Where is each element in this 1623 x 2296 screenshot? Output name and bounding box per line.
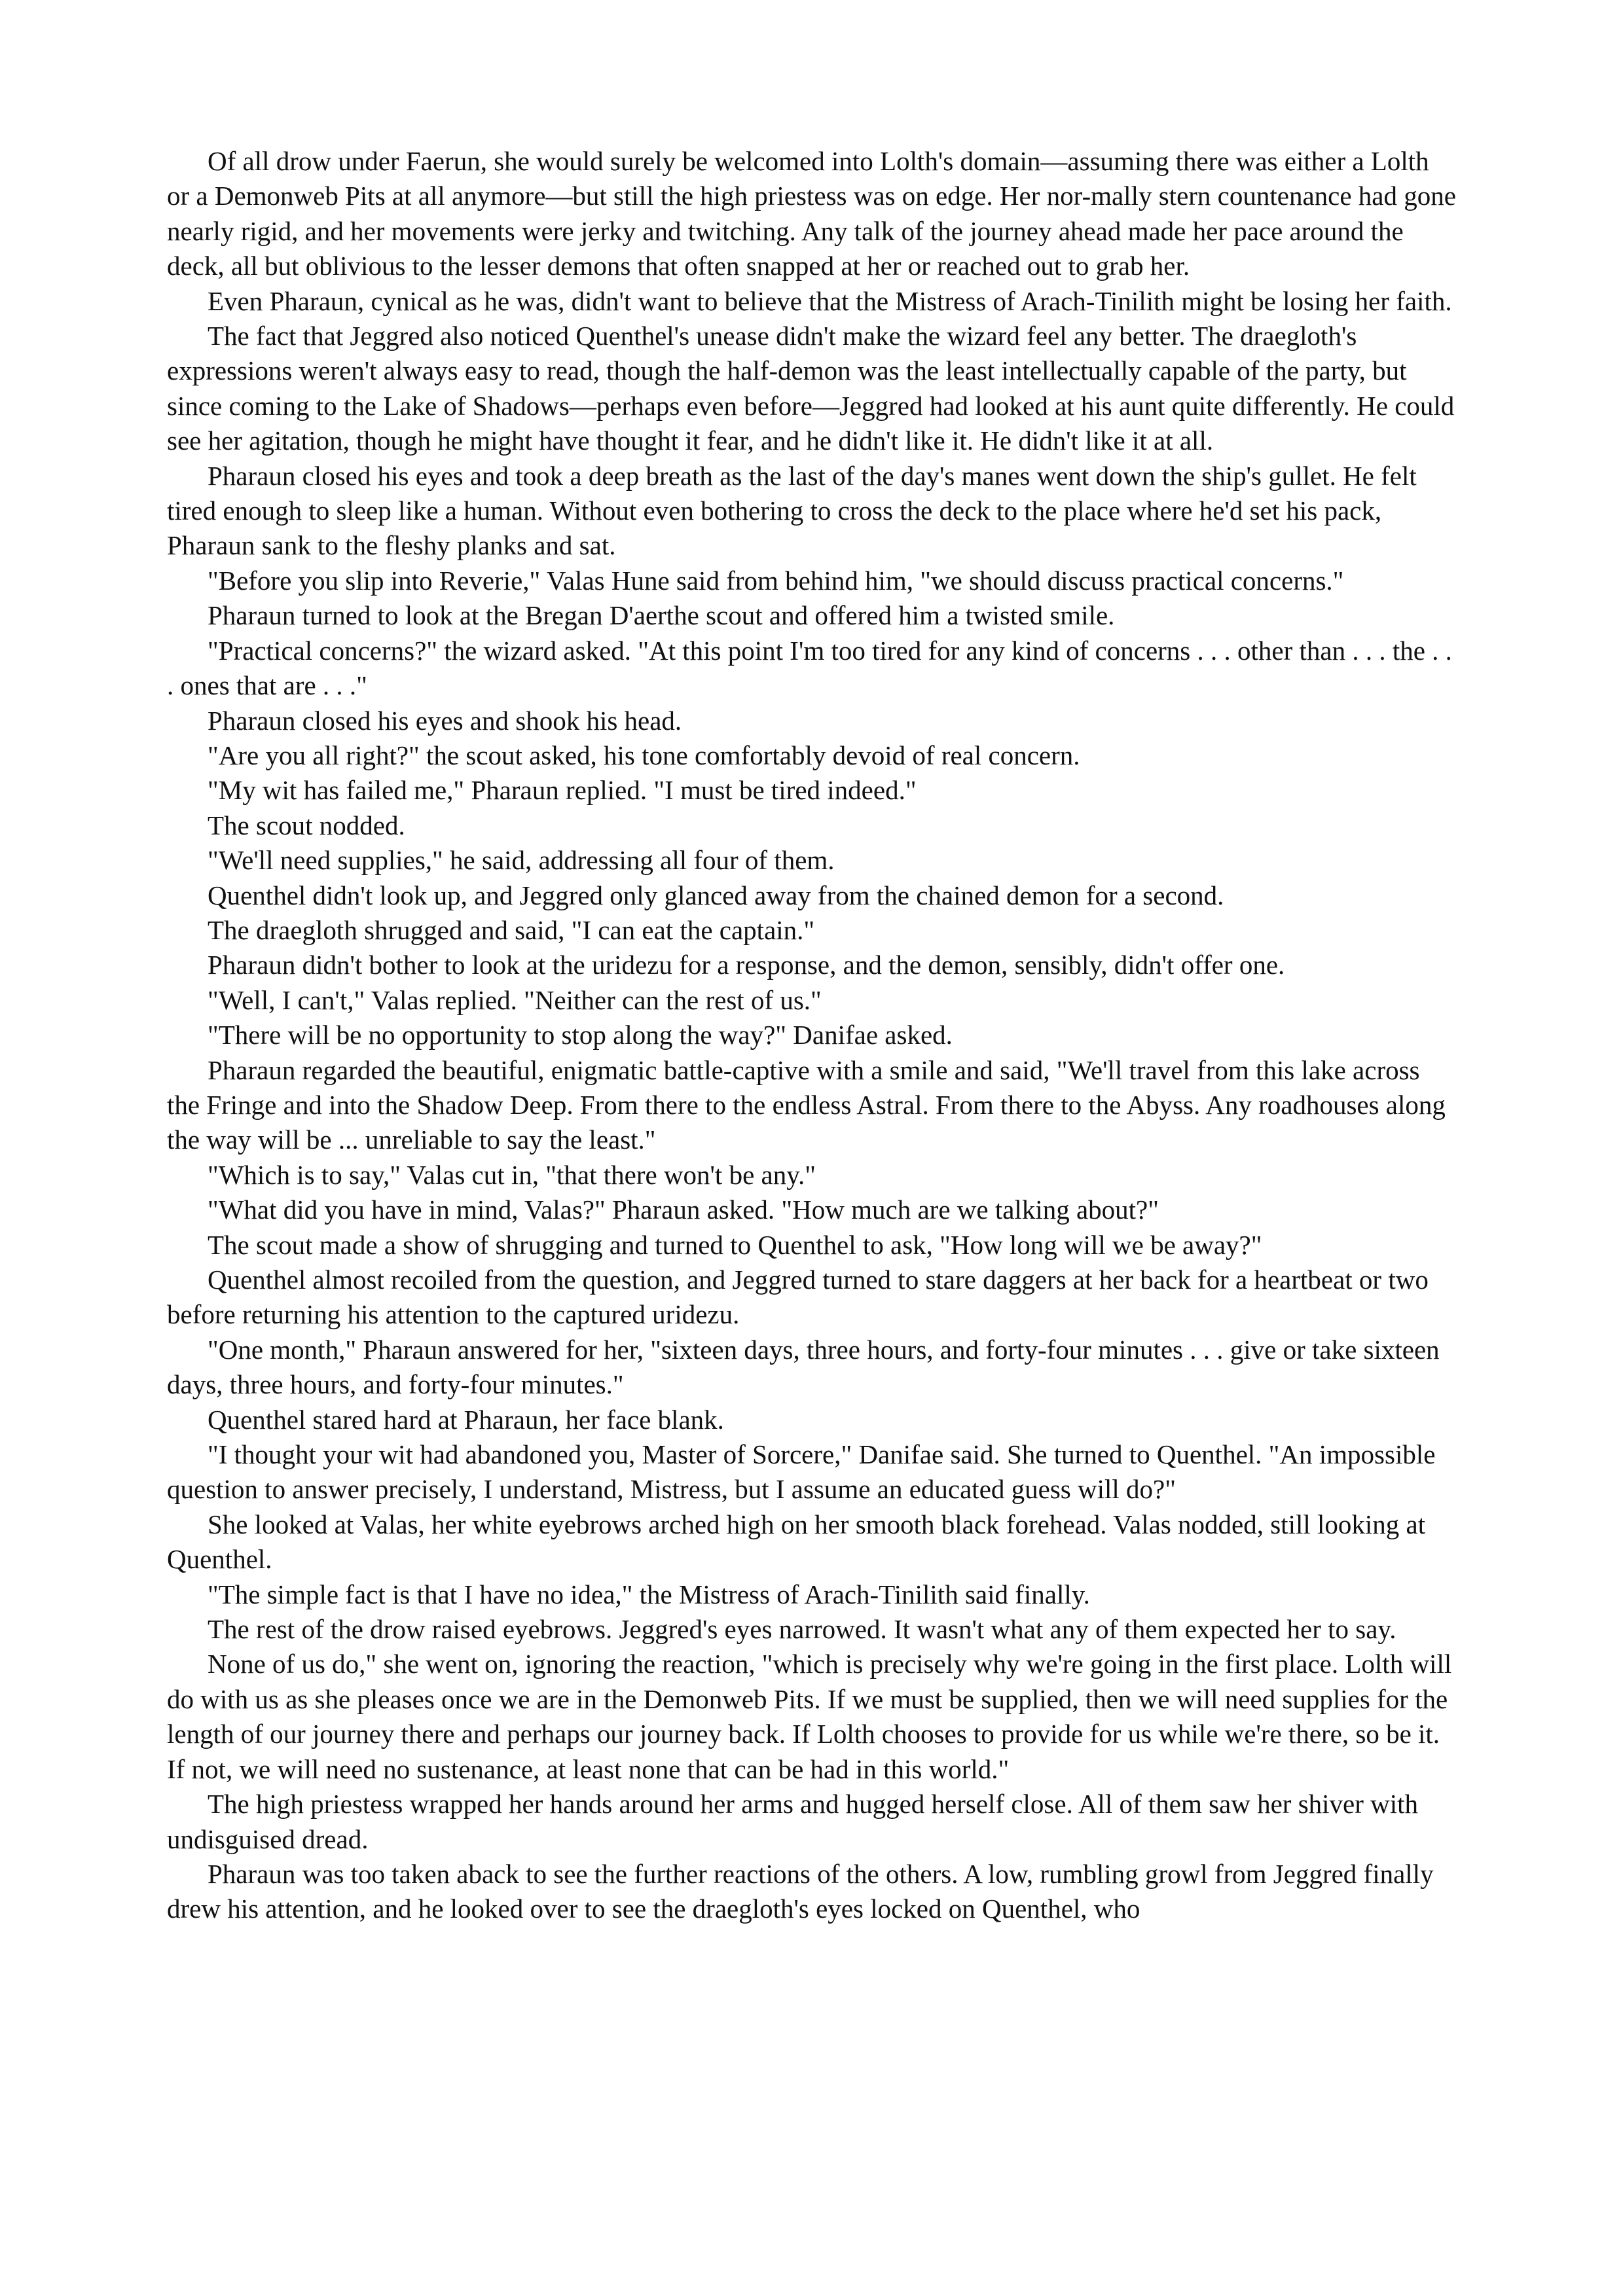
paragraph: The scout nodded. xyxy=(208,810,405,840)
paragraph: "The simple fact is that I have no idea," the Mistress of Arach-Tinilith said finally. xyxy=(208,1579,1090,1609)
paragraph: "Are you all right?" the scout asked, his tone comfortably devoid of real concern. xyxy=(208,740,1080,770)
paragraph: Pharaun regarded the beautiful, enigmatic battle-captive with a smile and said, "We'll travel from this lake across the Fringe and into the Shadow Deep. From there to the endless Astral. From there to the Abyss. Any roadhouses along the way will be ... unreliable to say the least." xyxy=(167,1054,1446,1155)
paragraph: Pharaun turned to look at the Bregan D'aerthe scout and offered him a twisted smile. xyxy=(208,600,1115,631)
paragraph: "Practical concerns?" the wizard asked. "At this point I'm too tired for any kind of concerns . . . other than . . . the . . . ones that are . . ." xyxy=(167,635,1452,701)
paragraph: "I thought your wit had abandoned you, Master of Sorcere," Danifae said. She turned to Quenthel. "An impossible question to answer precisely, I understand, Mistress, but I assume an educated guess will do?" xyxy=(167,1439,1436,1505)
paragraph: The scout made a show of shrugging and turned to Quenthel to ask, "How long will we be away?" xyxy=(208,1229,1262,1260)
paragraph: The high priestess wrapped her hands around her arms and hugged herself close. All of them saw her shiver with undisguised dread. xyxy=(167,1789,1419,1854)
paragraph: She looked at Valas, her white eyebrows arched high on her smooth black forehead. Valas nodded, still looking at Quenthel. xyxy=(167,1509,1426,1575)
paragraph: Quenthel stared hard at Pharaun, her face blank. xyxy=(208,1404,724,1435)
paragraph: Even Pharaun, cynical as he was, didn't want to believe that the Mistress of Arach-Tinilith might be losing her faith. xyxy=(208,285,1452,316)
paragraph: Quenthel didn't look up, and Jeggred only glanced away from the chained demon for a second. xyxy=(208,880,1224,910)
paragraph: The rest of the drow raised eyebrows. Jeggred's eyes narrowed. It wasn't what any of them expected her to say. xyxy=(208,1614,1396,1645)
paragraph: "Before you slip into Reverie," Valas Hune said from behind him, "we should discuss practical concerns." xyxy=(208,565,1344,596)
paragraph: None of us do," she went on, ignoring the reaction, "which is precisely why we're going in the first place. Lolth will do with us as she pleases once we are in the Demonweb Pits. If we must be supplied, then we will need supplies for the length of our journey there and perhaps our journey back. If Lolth chooses to provide for us while we're there, so be it. If not, we will need no sustenance, at least none that can be had in this world." xyxy=(167,1649,1452,1784)
paragraph: "There will be no opportunity to stop along the way?" Danifae asked. xyxy=(208,1020,953,1050)
paragraph: "My wit has failed me," Pharaun replied. "I must be tired indeed." xyxy=(208,775,917,806)
book-page-body xyxy=(167,144,1457,1927)
paragraph: "What did you have in mind, Valas?" Pharaun asked. "How much are we talking about?" xyxy=(208,1194,1159,1225)
paragraph: Pharaun closed his eyes and shook his head. xyxy=(208,705,682,736)
paragraph: The fact that Jeggred also noticed Quenthel's unease didn't make the wizard feel any better. The draegloth's expressions weren't always easy to read, though the half-demon was the least intellectually capable of the party, but since coming to the Lake of Shadows—perhaps even before—Jeggred had looked at his aunt quite differently. He could see her agitation, though he might have thought it fear, and he didn't like it. He didn't like it at all. xyxy=(167,321,1455,456)
paragraph: "We'll need supplies," he said, addressing all four of them. xyxy=(208,845,835,876)
paragraph: "Well, I can't," Valas replied. "Neither can the rest of us." xyxy=(208,984,822,1015)
paragraph: Quenthel almost recoiled from the question, and Jeggred turned to stare daggers at her back for a heartbeat or two before returning his attention to the captured uridezu. xyxy=(167,1265,1429,1330)
paragraph: Pharaun was too taken aback to see the further reactions of the others. A low, rumbling growl from Jeggred finally drew his attention, and he looked over to see the draegloth's eyes locked on Quenthel, who xyxy=(167,1858,1434,1924)
paragraph: "Which is to say," Valas cut in, "that there won't be any." xyxy=(208,1159,816,1190)
paragraph: Pharaun didn't bother to look at the uridezu for a response, and the demon, sensibly, didn't offer one. xyxy=(208,950,1285,980)
paragraph: Pharaun closed his eyes and took a deep breath as the last of the day's manes went down the ship's gullet. He felt tired enough to sleep like a human. Without even bothering to cross the deck to the place where he'd set his pack, Pharaun sank to the fleshy planks and sat. xyxy=(167,460,1417,561)
paragraph: Of all drow under Faerun, she would surely be welcomed into Lolth's domain—assuming there was either a Lolth or a Demonweb Pits at all anymore—but still the high priestess was on edge. Her nor-mally stern countenance had gone nearly rigid, and her movements were jerky and twitching. Any talk of the journey ahead made her pace around the deck, all but oblivious to the lesser demons that often snapped at her or reached out to grab her. xyxy=(167,146,1456,281)
paragraph: The draegloth shrugged and said, "I can eat the captain." xyxy=(208,914,815,945)
paragraph: "One month," Pharaun answered for her, "sixteen days, three hours, and forty-four minutes . . . give or take sixteen days, three hours, and forty-four minutes." xyxy=(167,1334,1440,1400)
